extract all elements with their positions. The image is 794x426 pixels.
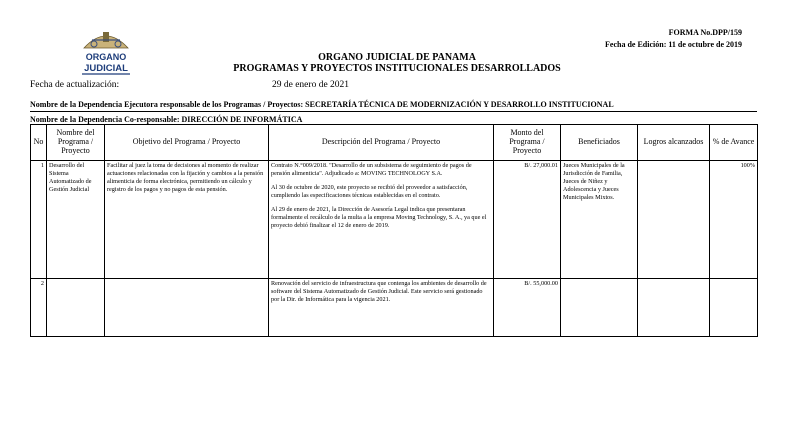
column-header: Monto del Programa / Proyecto	[494, 125, 561, 161]
programs-table	[30, 124, 758, 337]
table-row	[31, 279, 758, 337]
column-header: Objetivo del Programa / Proyecto	[105, 125, 269, 161]
update-label: Fecha de actualización:	[30, 80, 120, 90]
column-header: Logros alcanzados	[638, 125, 710, 161]
program-amount: B/. 27,000.01	[494, 161, 561, 279]
program-name	[47, 279, 105, 337]
achievements	[638, 161, 710, 279]
description-paragraph: Contrato N.°009/2018. "Desarrollo de un subsistema de seguimiento de pagos de pensión alimenticia". Adjudicado a: MOVING TECHNOLOGY S.A.	[271, 162, 472, 177]
program-description	[269, 161, 494, 279]
beneficiaries: Jueces Municipales de la Jurisdicción de Familia, Jueces de Niñez y Adolescencia y Jueces Municipales Mixtos.	[561, 161, 638, 279]
svg-text:ORGANO: ORGANO	[85, 52, 127, 62]
program-objective: Facilitar al juez la toma de decisiones al momento de realizar actuaciones relacionadas con la fijación y cambios a la pensión alimenticia de forma electrónica, permitiendo un cálculo y registro de los pagos y no pagos de esta pensión.	[105, 161, 269, 279]
column-header: Beneficiados	[561, 125, 638, 161]
table-row	[31, 161, 758, 279]
column-header: % de Avance	[710, 125, 758, 161]
divider	[30, 111, 757, 112]
column-header: Nombre del Programa / Proyecto	[47, 125, 105, 161]
program-amount: B/. 55,000.00	[494, 279, 561, 337]
executing-dependency: Nombre de la Dependencia Ejecutora responsable de los Programas / Proyectos: SECRETARÍA TÉCNICA DE MODERNIZACIÓN Y DESARROLLO INSTITUCIONAL	[30, 100, 614, 109]
form-number: FORMA No.DPP/159	[668, 28, 742, 37]
update-date: 29 de enero de 2021	[272, 80, 350, 90]
progress-percent	[710, 279, 758, 337]
beneficiaries	[561, 279, 638, 337]
achievements	[638, 279, 710, 337]
row-number: 1	[31, 161, 47, 279]
program-objective	[105, 279, 269, 337]
program-name: Desarrollo del Sistema Automatizado de Gestión Judicial	[47, 161, 105, 279]
column-header: Descripción del Programa / Proyecto	[269, 125, 494, 161]
co-responsible-dependency: Nombre de la Dependencia Co-responsable: DIRECCIÓN DE INFORMÁTICA	[30, 115, 303, 124]
svg-text:JUDICIAL: JUDICIAL	[84, 63, 128, 74]
progress-percent: 100%	[710, 161, 758, 279]
row-number: 2	[31, 279, 47, 337]
description-paragraph: Renovación del servicio de infraestructura que contenga los ambientes de desarrollo de software del Sistema Automatizado de Gestión Judicial. Este servicio será gestionado por la Dir. de Informática para la vigencia 2021.	[271, 280, 487, 303]
table-header-row	[31, 125, 758, 161]
description-paragraph: Al 29 de enero de 2021, la Dirección de Asesoría Legal indica que presentaran formalmente el recálculo de la multa a la empresa Moving Technology, S. A., ya que el proyecto debió finalizar el 12 de enero de 2019.	[271, 205, 487, 229]
edition-date: Fecha de Edición: 11 de octubre de 2019	[605, 40, 742, 49]
program-description	[269, 279, 494, 337]
column-header: No	[31, 125, 47, 161]
description-paragraph: Al 30 de octubre de 2020, este proyecto se recibió del proveedor a satisfacción, cumpliendo las especificaciones técnicas establecidas en el contrato.	[271, 183, 468, 199]
programs-title: PROGRAMAS Y PROYECTOS INSTITUCIONALES DESARROLLADOS	[233, 63, 561, 74]
org-title: ORGANO JUDICIAL DE PANAMA	[318, 52, 476, 63]
